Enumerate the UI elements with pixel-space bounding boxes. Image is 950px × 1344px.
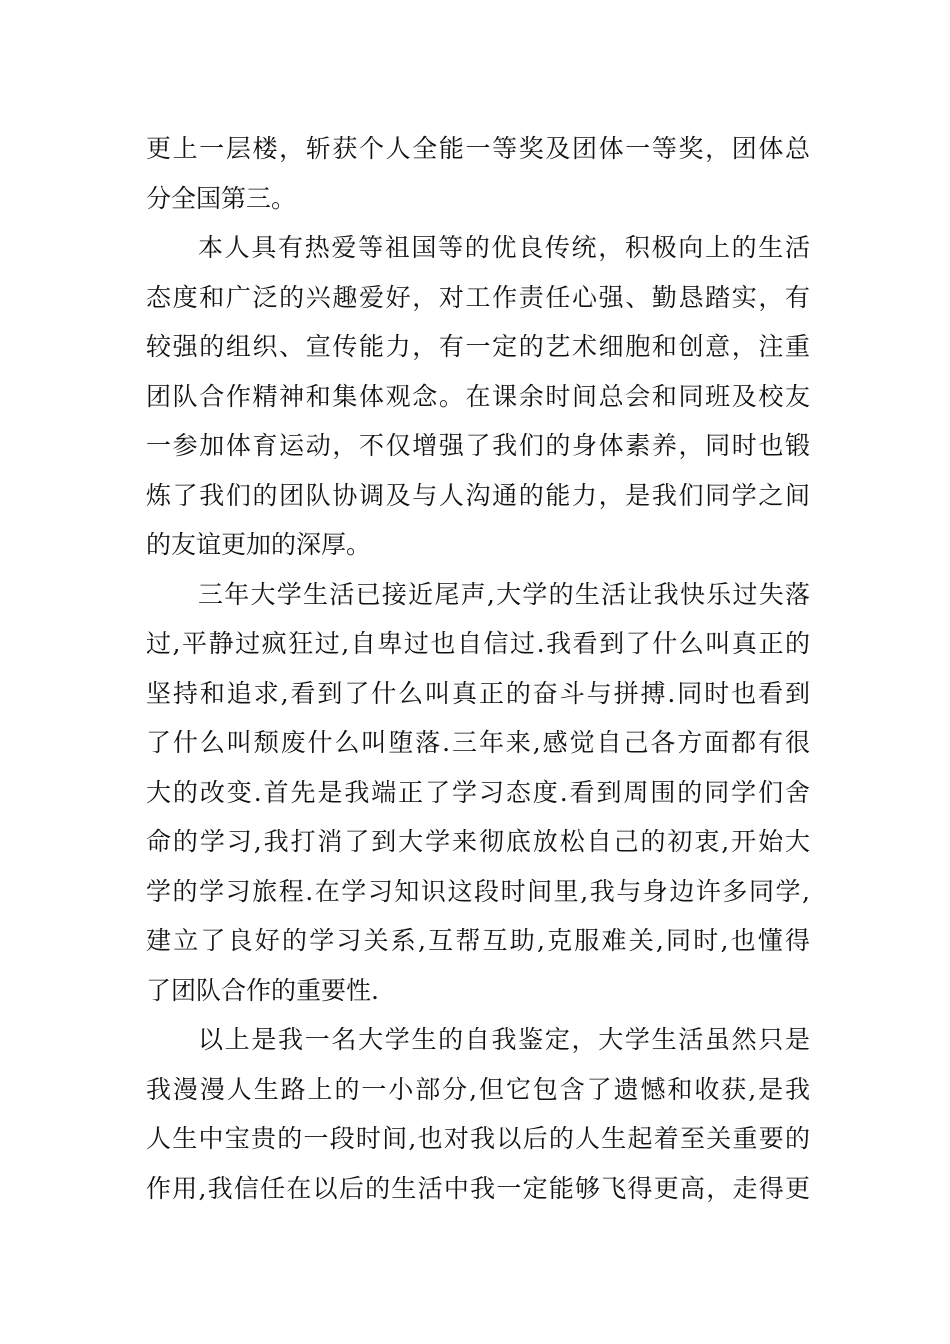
- text-line: 坚持和追求,看到了什么叫真正的奋斗与拼搏.同时也看到: [146, 678, 810, 708]
- text-line: 人生中宝贵的一段时间,也对我以后的人生起着至关重要的: [146, 1124, 810, 1153]
- paragraph-2: [146, 223, 810, 570]
- text-line: 作用,我信任在以后的生活中我一定能够飞得更高，走得更: [146, 1173, 810, 1203]
- text-line: 更上一层楼，斩获个人全能一等奖及团体一等奖，团体总: [146, 134, 810, 163]
- paragraph-3: [146, 570, 810, 1016]
- text-line: 命的学习,我打消了到大学来彻底放松自己的初衷,开始大: [146, 827, 810, 856]
- text-line: 三年大学生活已接近尾声,大学的生活让我快乐过失落: [198, 579, 810, 609]
- text-line: 分全国第三。: [146, 183, 297, 213]
- text-line: 本人具有热爱等祖国等的优良传统，积极向上的生活: [198, 233, 810, 262]
- text-line: 大的改变.首先是我端正了学习态度.看到周围的同学们舍: [146, 777, 810, 807]
- text-line: 以上是我一名大学生的自我鉴定，大学生活虽然只是: [198, 1025, 810, 1054]
- text-line: 的友谊更加的深厚。: [146, 530, 372, 559]
- text-line: 建立了良好的学习关系,互帮互助,克服难关,同时,也懂得: [146, 926, 810, 955]
- text-line: 了团队合作的重要性.: [146, 975, 379, 1005]
- paragraph-1: [146, 124, 810, 223]
- text-line: 较强的组织、宣传能力，有一定的艺术细胞和创意，注重: [146, 332, 810, 361]
- text-line: 团队合作精神和集体观念。在课余时间总会和同班及校友: [146, 381, 810, 411]
- document-body: [146, 124, 810, 1213]
- text-line: 炼了我们的团队协调及与人沟通的能力，是我们同学之间: [146, 480, 810, 510]
- text-line: 一参加体育运动，不仅增强了我们的身体素养，同时也锻: [146, 431, 810, 460]
- text-line: 我漫漫人生路上的一小部分,但它包含了遗憾和收获,是我: [146, 1074, 810, 1104]
- text-line: 学的学习旅程.在学习知识这段时间里,我与身边许多同学,: [146, 876, 810, 906]
- paragraph-4: [146, 1015, 810, 1213]
- text-line: 过,平静过疯狂过,自卑过也自信过.我看到了什么叫真正的: [146, 629, 810, 658]
- text-line: 了什么叫颓废什么叫堕落.三年来,感觉自己各方面都有很: [146, 728, 810, 757]
- text-line: 态度和广泛的兴趣爱好，对工作责任心强、勤恳踏实，有: [146, 282, 810, 312]
